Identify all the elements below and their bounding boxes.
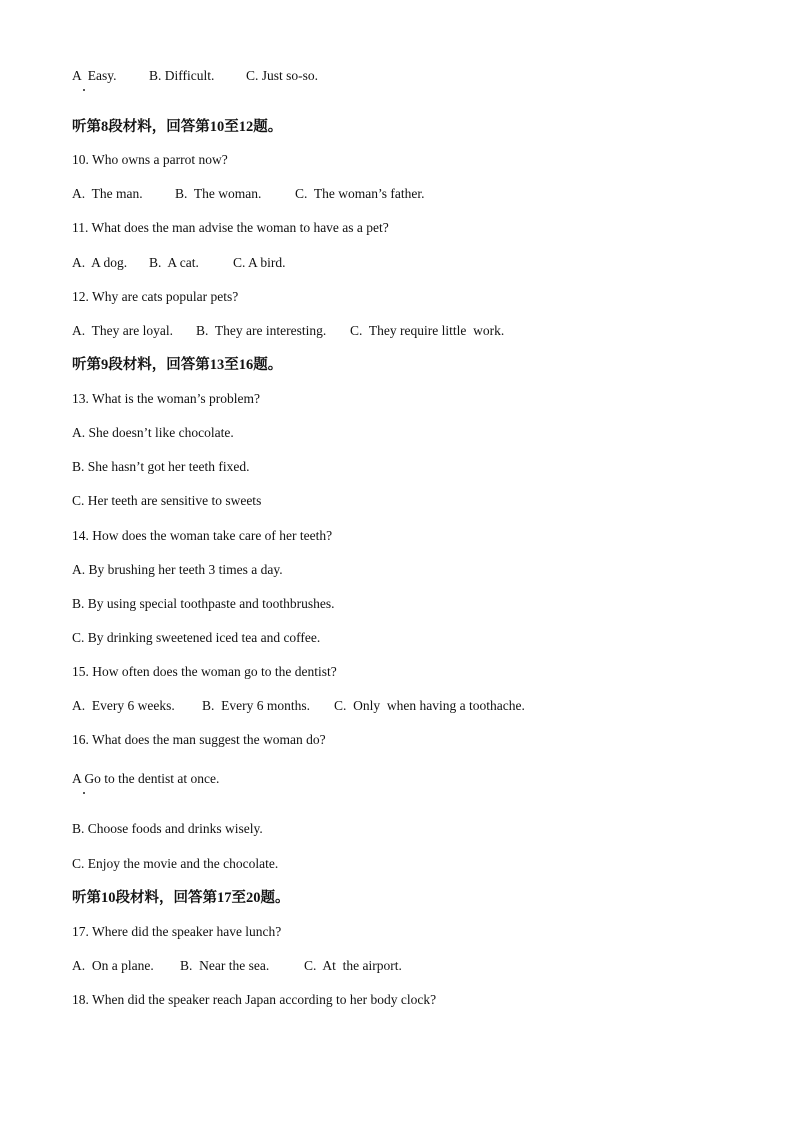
section-10-heading: 听第10段材料，回答第17至20题。 xyxy=(72,890,290,906)
q10-option-a: A. The man. xyxy=(72,186,143,201)
q11-option-b: B. A cat. xyxy=(149,255,199,270)
question-14: 14. How does the woman take care of her teeth? xyxy=(72,528,333,543)
question-18: 18. When did the speaker reach Japan according to her body clock? xyxy=(72,992,437,1007)
q12-option-c: C. They require little work. xyxy=(350,323,505,338)
q15-option-b: B. Every 6 months. xyxy=(202,698,310,713)
stray-dot xyxy=(83,792,85,794)
q16-option-a: A Go to the dentist at once. xyxy=(72,771,220,786)
stray-dot xyxy=(83,89,85,91)
section-8-heading: 听第8段材料，回答第10至12题。 xyxy=(72,119,283,135)
q10-option-b: B. The woman. xyxy=(175,186,262,201)
q9-option-b: B. Difficult. xyxy=(149,68,215,83)
q11-options xyxy=(72,255,286,271)
q13-option-a: A. She doesn’t like chocolate. xyxy=(72,425,234,440)
q15-option-c: C. Only when having a toothache. xyxy=(334,698,525,713)
q12-options xyxy=(72,323,504,339)
q14-option-b: B. By using special toothpaste and toothbrushes. xyxy=(72,596,335,611)
q12-option-b: B. They are interesting. xyxy=(196,323,327,338)
q16-option-b: B. Choose foods and drinks wisely. xyxy=(72,821,263,836)
q14-option-c: C. By drinking sweetened iced tea and coffee. xyxy=(72,630,321,645)
section-9-heading: 听第9段材料，回答第13至16题。 xyxy=(72,357,283,373)
question-17: 17. Where did the speaker have lunch? xyxy=(72,924,282,939)
q9-option-c: C. Just so-so. xyxy=(246,68,319,83)
question-15: 15. How often does the woman go to the dentist? xyxy=(72,664,337,679)
q13-option-b: B. She hasn’t got her teeth fixed. xyxy=(72,459,250,474)
q12-option-a: A. They are loyal. xyxy=(72,323,173,338)
q11-option-c: C. A bird. xyxy=(233,255,286,270)
question-13: 13. What is the woman’s problem? xyxy=(72,391,260,406)
q10-options xyxy=(72,186,424,202)
q15-option-a: A. Every 6 weeks. xyxy=(72,698,175,713)
q17-option-a: A. On a plane. xyxy=(72,958,154,973)
q17-option-b: B. Near the sea. xyxy=(180,958,270,973)
q14-option-a: A. By brushing her teeth 3 times a day. xyxy=(72,562,283,577)
question-11: 11. What does the man advise the woman to have as a pet? xyxy=(72,220,389,235)
q9-options xyxy=(72,68,318,84)
question-12: 12. Why are cats popular pets? xyxy=(72,289,239,304)
question-16: 16. What does the man suggest the woman do? xyxy=(72,732,326,747)
question-10: 10. Who owns a parrot now? xyxy=(72,152,228,167)
q13-option-c: C. Her teeth are sensitive to sweets xyxy=(72,493,262,508)
q15-options xyxy=(72,698,525,714)
q17-options xyxy=(72,958,402,974)
q17-option-c: C. At the airport. xyxy=(304,958,402,973)
q9-option-a: A Easy. xyxy=(72,68,117,83)
q11-option-a: A. A dog. xyxy=(72,255,128,270)
q10-option-c: C. The woman’s father. xyxy=(295,186,425,201)
q16-option-c: C. Enjoy the movie and the chocolate. xyxy=(72,856,279,871)
